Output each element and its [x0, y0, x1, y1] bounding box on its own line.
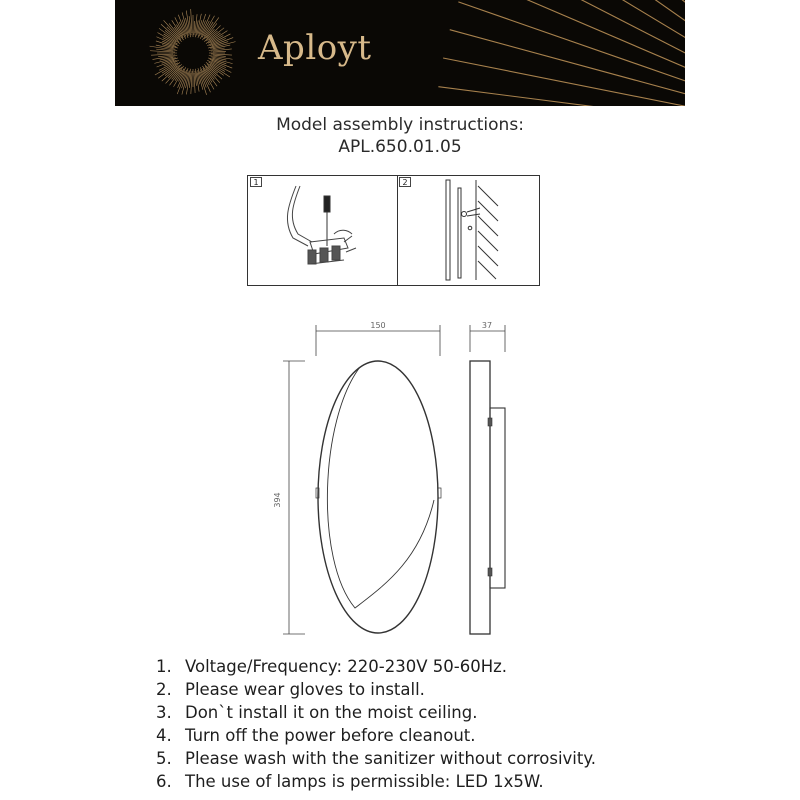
item-number: 1.: [156, 657, 172, 676]
item-text: The use of lamps is permissible: LED 1x5W.: [185, 772, 544, 791]
lamp-side-view: [470, 361, 505, 634]
list-item: [156, 725, 476, 747]
item-text: Don`t install it on the moist ceiling.: [185, 703, 478, 722]
item-text: Please wash with the sanitizer without corrosivity.: [185, 749, 597, 768]
width-dimension-label: 150: [370, 321, 386, 330]
item-number: 6.: [156, 772, 172, 791]
item-text: Voltage/Frequency: 220-230V 50-60Hz.: [185, 657, 508, 676]
model-number: APL.650.01.05: [338, 137, 462, 157]
brand-name: Aployt: [258, 28, 372, 68]
step-number: 1: [250, 177, 262, 187]
height-dimension-label: 394: [273, 492, 282, 508]
list-item: [156, 748, 596, 770]
list-item: [156, 679, 425, 701]
item-text: Please wear gloves to install.: [185, 680, 425, 699]
step-number: 2: [399, 177, 411, 187]
item-number: 5.: [156, 749, 172, 768]
list-item: [156, 702, 478, 724]
item-number: 4.: [156, 726, 172, 745]
item-text: Turn off the power before cleanout.: [185, 726, 476, 745]
page-title: Model assembly instructions:: [276, 115, 524, 135]
item-number: 2.: [156, 680, 172, 699]
item-number: 3.: [156, 703, 172, 722]
list-item: [156, 656, 507, 678]
lamp-front-view: [316, 361, 441, 633]
depth-dimension-label: 37: [481, 321, 493, 330]
list-item: [156, 771, 544, 793]
